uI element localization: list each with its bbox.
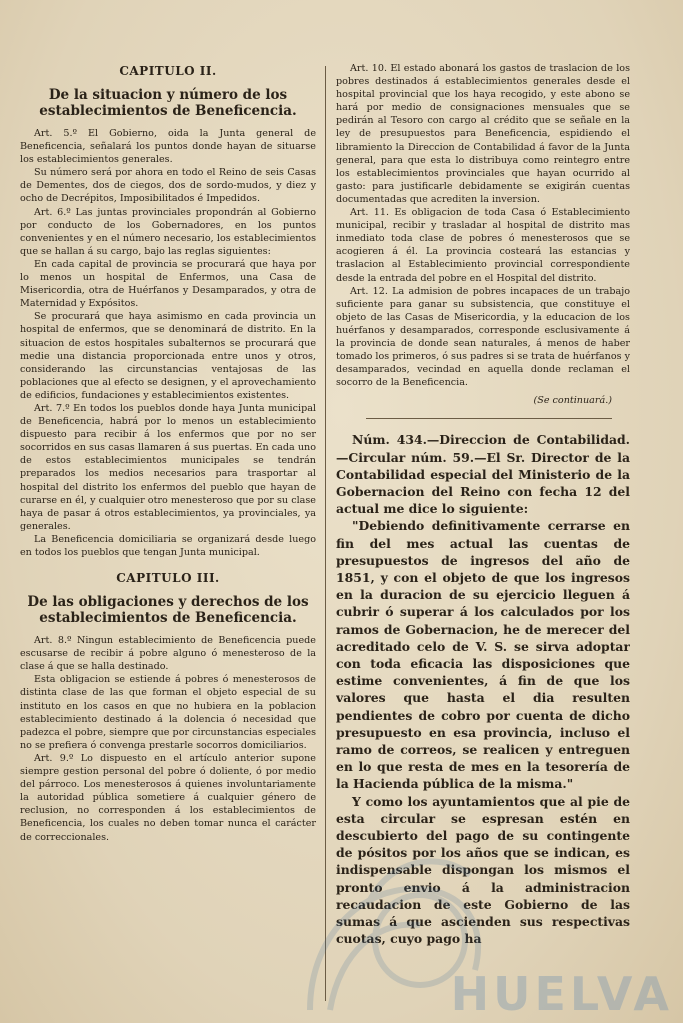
chapter-ii-title: CAPITULO II. xyxy=(119,64,217,78)
article-6-rule-1: En cada capital de provincia se procurará que haya por lo menos un hospital de Enfermos, una Casa de Misericordia, otra de Huérfanos y Desamparados, y otra de Maternidad y Expósitos. xyxy=(20,258,316,310)
article-9: Art. 9.º Lo dispuesto en el artículo anterior supone siempre gestion personal del pobre ó doliente, ó por medio del párroco. Los menesterosos á quienes involuntariamente la autoridad pública sometiere á cualquier género de reclusion, no corresponden á los establecimientos de Beneficencia, los cuales no deben tomar nunca el carácter de correccionales. xyxy=(20,752,316,843)
article-11: Art. 11. Es obligacion de toda Casa ó Establecimiento municipal, recibir y trasladar al hospital de distrito mas inmediato toda clase de pobres ó menesterosos que se acogieren á él. La provincia costeará las estancias y traslacion al Establecimiento provincial correspondiente desde la entrada del pobre en el Hospital del distrito. xyxy=(336,207,630,284)
article-8-paragraph-2: Esta obligacion se estiende á pobres ó menesterosos de distinta clase de las que forman el objeto especial de su instituto en los casos en que no hubiera en la poblacion establecimiento destinado á la dolencia ó necesidad que padezca el pobre, siempre que por circunstancias especiales no se prefiera ó convenga prestarle socorros domiciliarios. xyxy=(20,674,316,751)
chapter-ii-heading: De la situacion y número de los establecimientos de Beneficencia. xyxy=(39,87,297,119)
section-rule xyxy=(366,418,612,419)
article-10: Art. 10. El estado abonará los gastos de traslacion de los pobres destinados á establecimientos generales desde el hospital provincial que los haya recogido, y este abono se hará por medio de consignaciones mensuales que se pedirán al Tesoro con cargo al crédito que se señale en la ley de presupuestos para Beneficencia, espidiendo el libramiento la Direccion de Contabilidad á favor de la Junta general, para que esta lo distribuya como reintegro entre los establecimientos provinciales que hayan ocurrido al gasto: para justificarle debidamente se exigirán cuentas documentadas que acrediten la inversion. xyxy=(336,63,630,205)
article-8: Art. 8.º Ningun establecimiento de Beneficencia puede escusarse de recibir á pobre alguno ó menesteroso de la clase á que se halla destinado. xyxy=(20,635,316,673)
article-12: Art. 12. La admision de pobres incapaces de un trabajo suficiente para ganar su subsistencia, que constituye el objeto de las Casas de Misericordia, y la educacion de los huérfanos y desamparados, corresponde esclusivamente á la provincia de donde sean naturales, á menos de haber tomado los primeros, ó sus padres si se trata de huérfanos y desamparados, vecindad en aquella donde reclaman el socorro de la Beneficencia. xyxy=(336,285,630,389)
article-6-rule-2: Se procurará que haya asimismo en cada provincia un hospital de enfermos, que se denominará de distrito. En la situacion de estos hospitales subalternos se procurará que medie una distancia proporcionada entre unos y otros, considerando las circunstancias ventajosas de las poblaciones que al efecto se designen, y el aprovechamiento de edificios, fundaciones y establecimientos existentes. xyxy=(20,311,316,401)
watermark-text: HUELVA xyxy=(450,967,673,1021)
article-5: Art. 5.º El Gobierno, oida la Junta general de Beneficencia, señalará los puntos donde hayan de situarse los establecimientos generales. xyxy=(20,128,316,166)
article-6: Art. 6.º Las juntas provinciales propondrán al Gobierno por conducto de los Gobernadores, en los puntos convenientes y en el número necesario, los establecimientos que se hallan á su cargo, bajo las reglas siguientes: xyxy=(20,206,316,257)
article-7: Art. 7.º En todos los pueblos donde haya Junta municipal de Beneficencia, habrá por lo menos un establecimiento dispuesto para recibir á los enfermos que por no ser socorridos en sus casas llamaren á sus puertas. En cada uno de estos establecimientos municipales se tendrán preparados los medios necesarios para trasportar al hospital del distrito los enfermos del pueblo que hayan de curarse en él, y cualquier otro menesteroso que por su clase haya de pasar á otros establecimientos, ya provinciales, ya generales. xyxy=(20,402,316,532)
continued-note: (Se continuará.) xyxy=(533,395,612,407)
ayuntamientos-paragraph: Y como los ayuntamientos que al pie de esta circular se espresan estén en descubierto del pago de su contingente de pósitos por los años que se indican, es indispensable dispongan los mismos el pronto envio á la administracion recaudacion de este Gobierno de las sumas á que ascienden sus respectivas cuotas, cuyo pago ha xyxy=(336,793,630,947)
chapter-iii-heading: De las obligaciones y derechos de los establecimientos de Beneficencia. xyxy=(27,594,309,627)
chapter-iii-title: CAPITULO III. xyxy=(116,571,220,586)
article-5-paragraph-2: Su número será por ahora en todo el Reino de seis Casas de Dementes, dos de ciegos, dos de sordo-mudos, y diez y ocho de Decrépitos, Imposibilitados é Impedidos. xyxy=(20,167,316,205)
article-7-paragraph-2: La Beneficencia domiciliaria se organizará desde luego en todos los pueblos que tengan Junta municipal. xyxy=(20,533,316,558)
circular-434-header: Núm. 434.—Direccion de Contabilidad.—Circular núm. 59.—El Sr. Director de la Contabilidad especial del Ministerio de la Gobernacion del Reino con fecha 12 del actual me dice lo siguiente: xyxy=(336,432,630,517)
circular-quote: "Debiendo definitivamente cerrarse en fin del mes actual las cuentas de presupuestos de ingresos del año de 1851, y con el objeto de que los ingresos en la duracion de su ejercicio lleguen á cubrir ó superar á los calculados por los ramos de Gobernacion, he de merecer del acreditado celo de V. S. se sirva adoptar con toda eficacia las disposiciones que estime convenientes, á fin de que los valores que hasta el dia resulten pendientes de cobro por cuenta de dicho presupuesto en esa provincia, incluso el ramo de correos, se realicen y entreguen en lo que resta de mes en la tesorería de la Hacienda pública de la misma." xyxy=(336,518,630,792)
